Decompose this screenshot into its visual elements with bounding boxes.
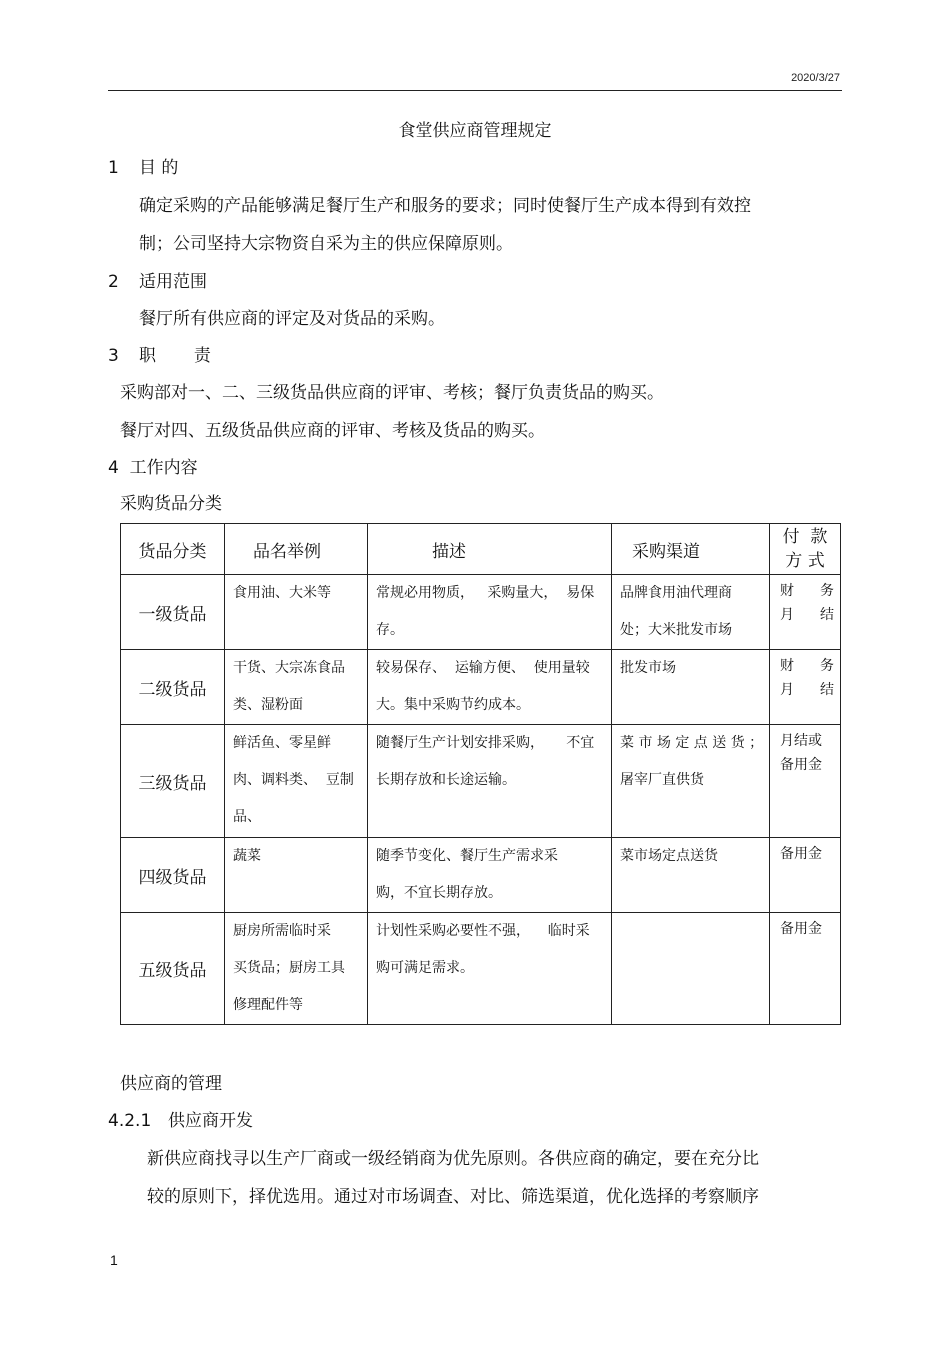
header-example: 品名举例 (225, 524, 368, 575)
table-row (121, 650, 841, 725)
row-description-line: 大。集中采购节约成本。 (376, 697, 530, 713)
row-channel-line: 菜市场定点送货 (620, 848, 718, 864)
header-payment-line2: 方 式 (785, 551, 825, 571)
row-description-line: 随餐厅生产计划安排采购， 不宜 (376, 735, 595, 751)
row-channel-line: 菜 市 场 定 点 送 货 ； (620, 735, 764, 751)
row-example-line: 蔬菜 (233, 848, 261, 864)
row-description-line: 较易保存、 运输方便、 使用量较 (376, 660, 590, 676)
row-example (225, 650, 368, 725)
row-channel-line: 品牌食用油代理商 (620, 585, 732, 601)
row-example-line: 肉、调料类、 豆制 (233, 772, 354, 788)
section-421-title: 供应商开发 (168, 1111, 253, 1131)
row-example-line: 厨房所需临时采 (233, 923, 331, 939)
section-3-para-line2: 餐厅对四、五级货品供应商的评审、考核及货品的购买。 (120, 421, 545, 441)
row-payment (770, 725, 841, 838)
section-2-title: 适用范围 (139, 272, 207, 292)
row-example-line: 类、湿粉面 (233, 697, 303, 713)
row-description-line: 购，不宜长期存放。 (376, 885, 502, 901)
row-description-line: 存。 (376, 622, 404, 638)
section-1-para-line2: 制；公司坚持大宗物资自采为主的供应保障原则。 (139, 234, 513, 254)
row-category: 三级货品 (121, 725, 225, 838)
header-description: 描述 (368, 524, 612, 575)
row-channel (612, 913, 770, 1025)
row-description (368, 913, 612, 1025)
row-description (368, 725, 612, 838)
header-date: 2020/3/27 (791, 72, 840, 84)
section-2-number: 2 (108, 272, 119, 292)
row-payment-line: 月结或 (780, 733, 822, 749)
section-3-title: 职 责 (139, 346, 211, 366)
section-421-para-line2: 较的原则下，择优选用。通过对市场调查、对比、筛选渠道，优化选择的考察顺序 (147, 1187, 759, 1207)
row-payment (770, 650, 841, 725)
row-payment (770, 575, 841, 650)
row-example (225, 913, 368, 1025)
row-channel-line: 处；大米批发市场 (620, 622, 732, 638)
row-category: 一级货品 (121, 575, 225, 650)
header-channel: 采购渠道 (612, 524, 770, 575)
section-421-para-line1: 新供应商找寻以生产厂商或一级经销商为优先原则。各供应商的确定，要在充分比 (147, 1149, 759, 1169)
table-header-row (121, 524, 841, 575)
row-category: 五级货品 (121, 913, 225, 1025)
table-row (121, 838, 841, 913)
row-example (225, 725, 368, 838)
row-channel (612, 650, 770, 725)
row-channel (612, 575, 770, 650)
row-description-line: 常规必用物质， 采购量大， 易保 (376, 585, 595, 601)
section-1-number: 1 (108, 158, 119, 178)
row-payment (770, 838, 841, 913)
row-example (225, 838, 368, 913)
section-4-subtitle: 采购货品分类 (120, 494, 222, 514)
row-example-line: 干货、大宗冻食品 (233, 660, 345, 676)
row-channel-line: 屠宰厂直供货 (620, 772, 704, 788)
row-example-line: 鲜活鱼、零星鲜 (233, 735, 331, 751)
section-1-para-line1: 确定采购的产品能够满足餐厅生产和服务的要求；同时使餐厅生产成本得到有效控 (139, 196, 751, 216)
row-payment (770, 913, 841, 1025)
header-payment (770, 524, 841, 575)
table-row (121, 913, 841, 1025)
section-2-para: 餐厅所有供应商的评定及对货品的采购。 (139, 309, 445, 329)
row-description-line: 计划性采购必要性不强， 临时采 (376, 923, 590, 939)
row-example (225, 575, 368, 650)
section-3-number: 3 (108, 346, 119, 366)
section-421-number: 4.2.1 (108, 1111, 152, 1131)
section-4-title: 4 工作内容 (108, 458, 198, 478)
document-title: 食堂供应商管理规定 (398, 121, 552, 141)
goods-category-table (120, 523, 841, 1025)
row-example-line: 品、 (233, 809, 261, 825)
row-channel (612, 725, 770, 838)
row-payment-line: 月 结 (780, 682, 834, 698)
section-3-para-line1: 采购部对一、二、三级货品供应商的评审、考核；餐厅负责货品的购买。 (120, 383, 664, 403)
row-example-line: 买货品；厨房工具 (233, 960, 345, 976)
row-description-line: 长期存放和长途运输。 (376, 772, 516, 788)
supplier-management-heading: 供应商的管理 (120, 1074, 222, 1094)
row-payment-line: 财 务 (780, 583, 834, 599)
row-description (368, 575, 612, 650)
row-description (368, 650, 612, 725)
row-example-line: 修理配件等 (233, 997, 303, 1013)
row-payment-line: 月 结 (780, 607, 834, 623)
header-payment-line1: 付 款 (782, 527, 828, 547)
row-payment-line: 财 务 (780, 658, 834, 674)
row-category: 二级货品 (121, 650, 225, 725)
row-description-line: 购可满足需求。 (376, 960, 474, 976)
row-example-line: 食用油、大米等 (233, 585, 331, 601)
row-category: 四级货品 (121, 838, 225, 913)
row-channel-line: 批发市场 (620, 660, 676, 676)
row-channel (612, 838, 770, 913)
header-category: 货品分类 (121, 524, 225, 575)
row-description (368, 838, 612, 913)
header-rule (108, 90, 842, 91)
row-payment-line: 备用金 (780, 846, 822, 862)
section-1-title: 目 的 (139, 158, 179, 178)
row-payment-line: 备用金 (780, 757, 822, 773)
table-row (121, 725, 841, 838)
page-number: 1 (110, 1252, 118, 1268)
row-payment-line: 备用金 (780, 921, 822, 937)
table-row (121, 575, 841, 650)
row-description-line: 随季节变化、餐厅生产需求采 (376, 848, 558, 864)
